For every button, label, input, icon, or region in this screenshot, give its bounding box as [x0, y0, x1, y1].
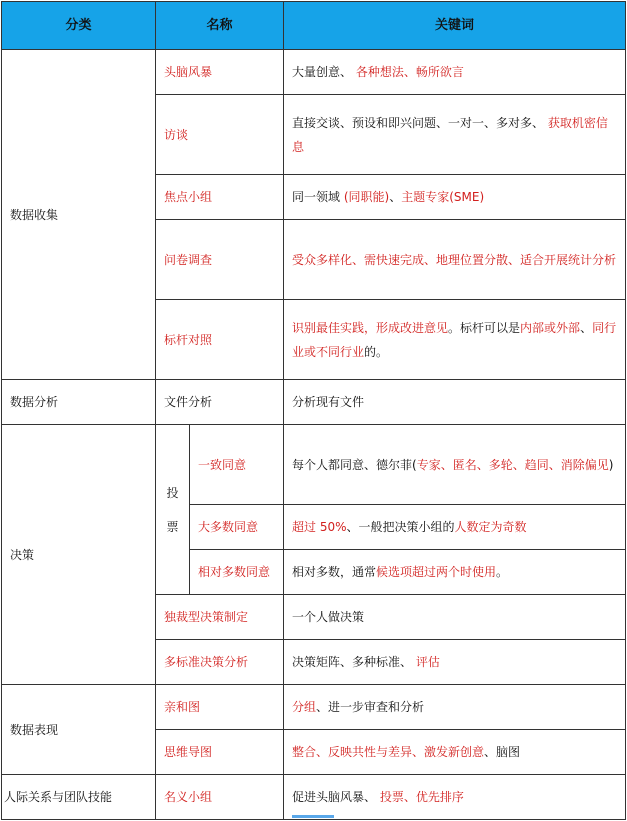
keywords-mind-map: 整合、反映共性与差异、激发新创意、脑图	[284, 730, 626, 775]
keywords-unanimity: 每个人都同意、德尔菲(专家、匿名、多轮、趋同、消除偏见)	[284, 425, 626, 505]
keywords-ngt: 促进头脑风暴、 投票、优先排序	[284, 775, 626, 820]
table-header-row	[2, 2, 626, 50]
header-name: 名称	[156, 2, 284, 50]
name-document-analysis: 文件分析	[156, 380, 284, 425]
keywords-mcda: 决策矩阵、多种标准、 评估	[284, 640, 626, 685]
vote-label: 投 票	[156, 425, 190, 595]
requirements-tools-table	[1, 1, 626, 820]
table-row	[2, 425, 626, 505]
name-affinity: 亲和图	[156, 685, 284, 730]
category-interpersonal: 人际关系与团队技能	[2, 775, 156, 820]
name-mcda: 多标准决策分析	[156, 640, 284, 685]
name-benchmarking: 标杆对照	[156, 300, 284, 380]
keywords-focus-group: 同一领域 (同职能)、主题专家(SME)	[284, 175, 626, 220]
keywords-document-analysis: 分析现有文件	[284, 380, 626, 425]
name-interview: 访谈	[156, 95, 284, 175]
selection-marker	[292, 815, 334, 818]
name-majority: 大多数同意	[190, 505, 284, 550]
header-keywords: 关键词	[284, 2, 626, 50]
table-row	[2, 775, 626, 820]
header-category: 分类	[2, 2, 156, 50]
keywords-questionnaire: 受众多样化、需快速完成、地理位置分散、适合开展统计分析	[284, 220, 626, 300]
table-row	[2, 685, 626, 730]
category-data-collection: 数据收集	[2, 50, 156, 380]
name-plurality: 相对多数同意	[190, 550, 284, 595]
table-row	[2, 50, 626, 95]
table-row	[2, 380, 626, 425]
category-decision: 决策	[2, 425, 156, 685]
keywords-interview: 直接交谈、预设和即兴问题、一对一、多对多、 获取机密信息	[284, 95, 626, 175]
category-data-representation: 数据表现	[2, 685, 156, 775]
keywords-majority: 超过 50%、一般把决策小组的人数定为奇数	[284, 505, 626, 550]
keywords-affinity: 分组、进一步审查和分析	[284, 685, 626, 730]
name-autocratic: 独裁型决策制定	[156, 595, 284, 640]
name-ngt: 名义小组	[156, 775, 284, 820]
keywords-brainstorm: 大量创意、 各种想法、畅所欲言	[284, 50, 626, 95]
name-unanimity: 一致同意	[190, 425, 284, 505]
keywords-plurality: 相对多数，通常候选项超过两个时使用。	[284, 550, 626, 595]
keywords-autocratic: 一个人做决策	[284, 595, 626, 640]
name-focus-group: 焦点小组	[156, 175, 284, 220]
name-mind-map: 思维导图	[156, 730, 284, 775]
name-brainstorm: 头脑风暴	[156, 50, 284, 95]
name-questionnaire: 问卷调查	[156, 220, 284, 300]
category-data-analysis: 数据分析	[2, 380, 156, 425]
keywords-benchmarking: 识别最佳实践，形成改进意见。标杆可以是内部或外部、同行业或不同行业的。	[284, 300, 626, 380]
